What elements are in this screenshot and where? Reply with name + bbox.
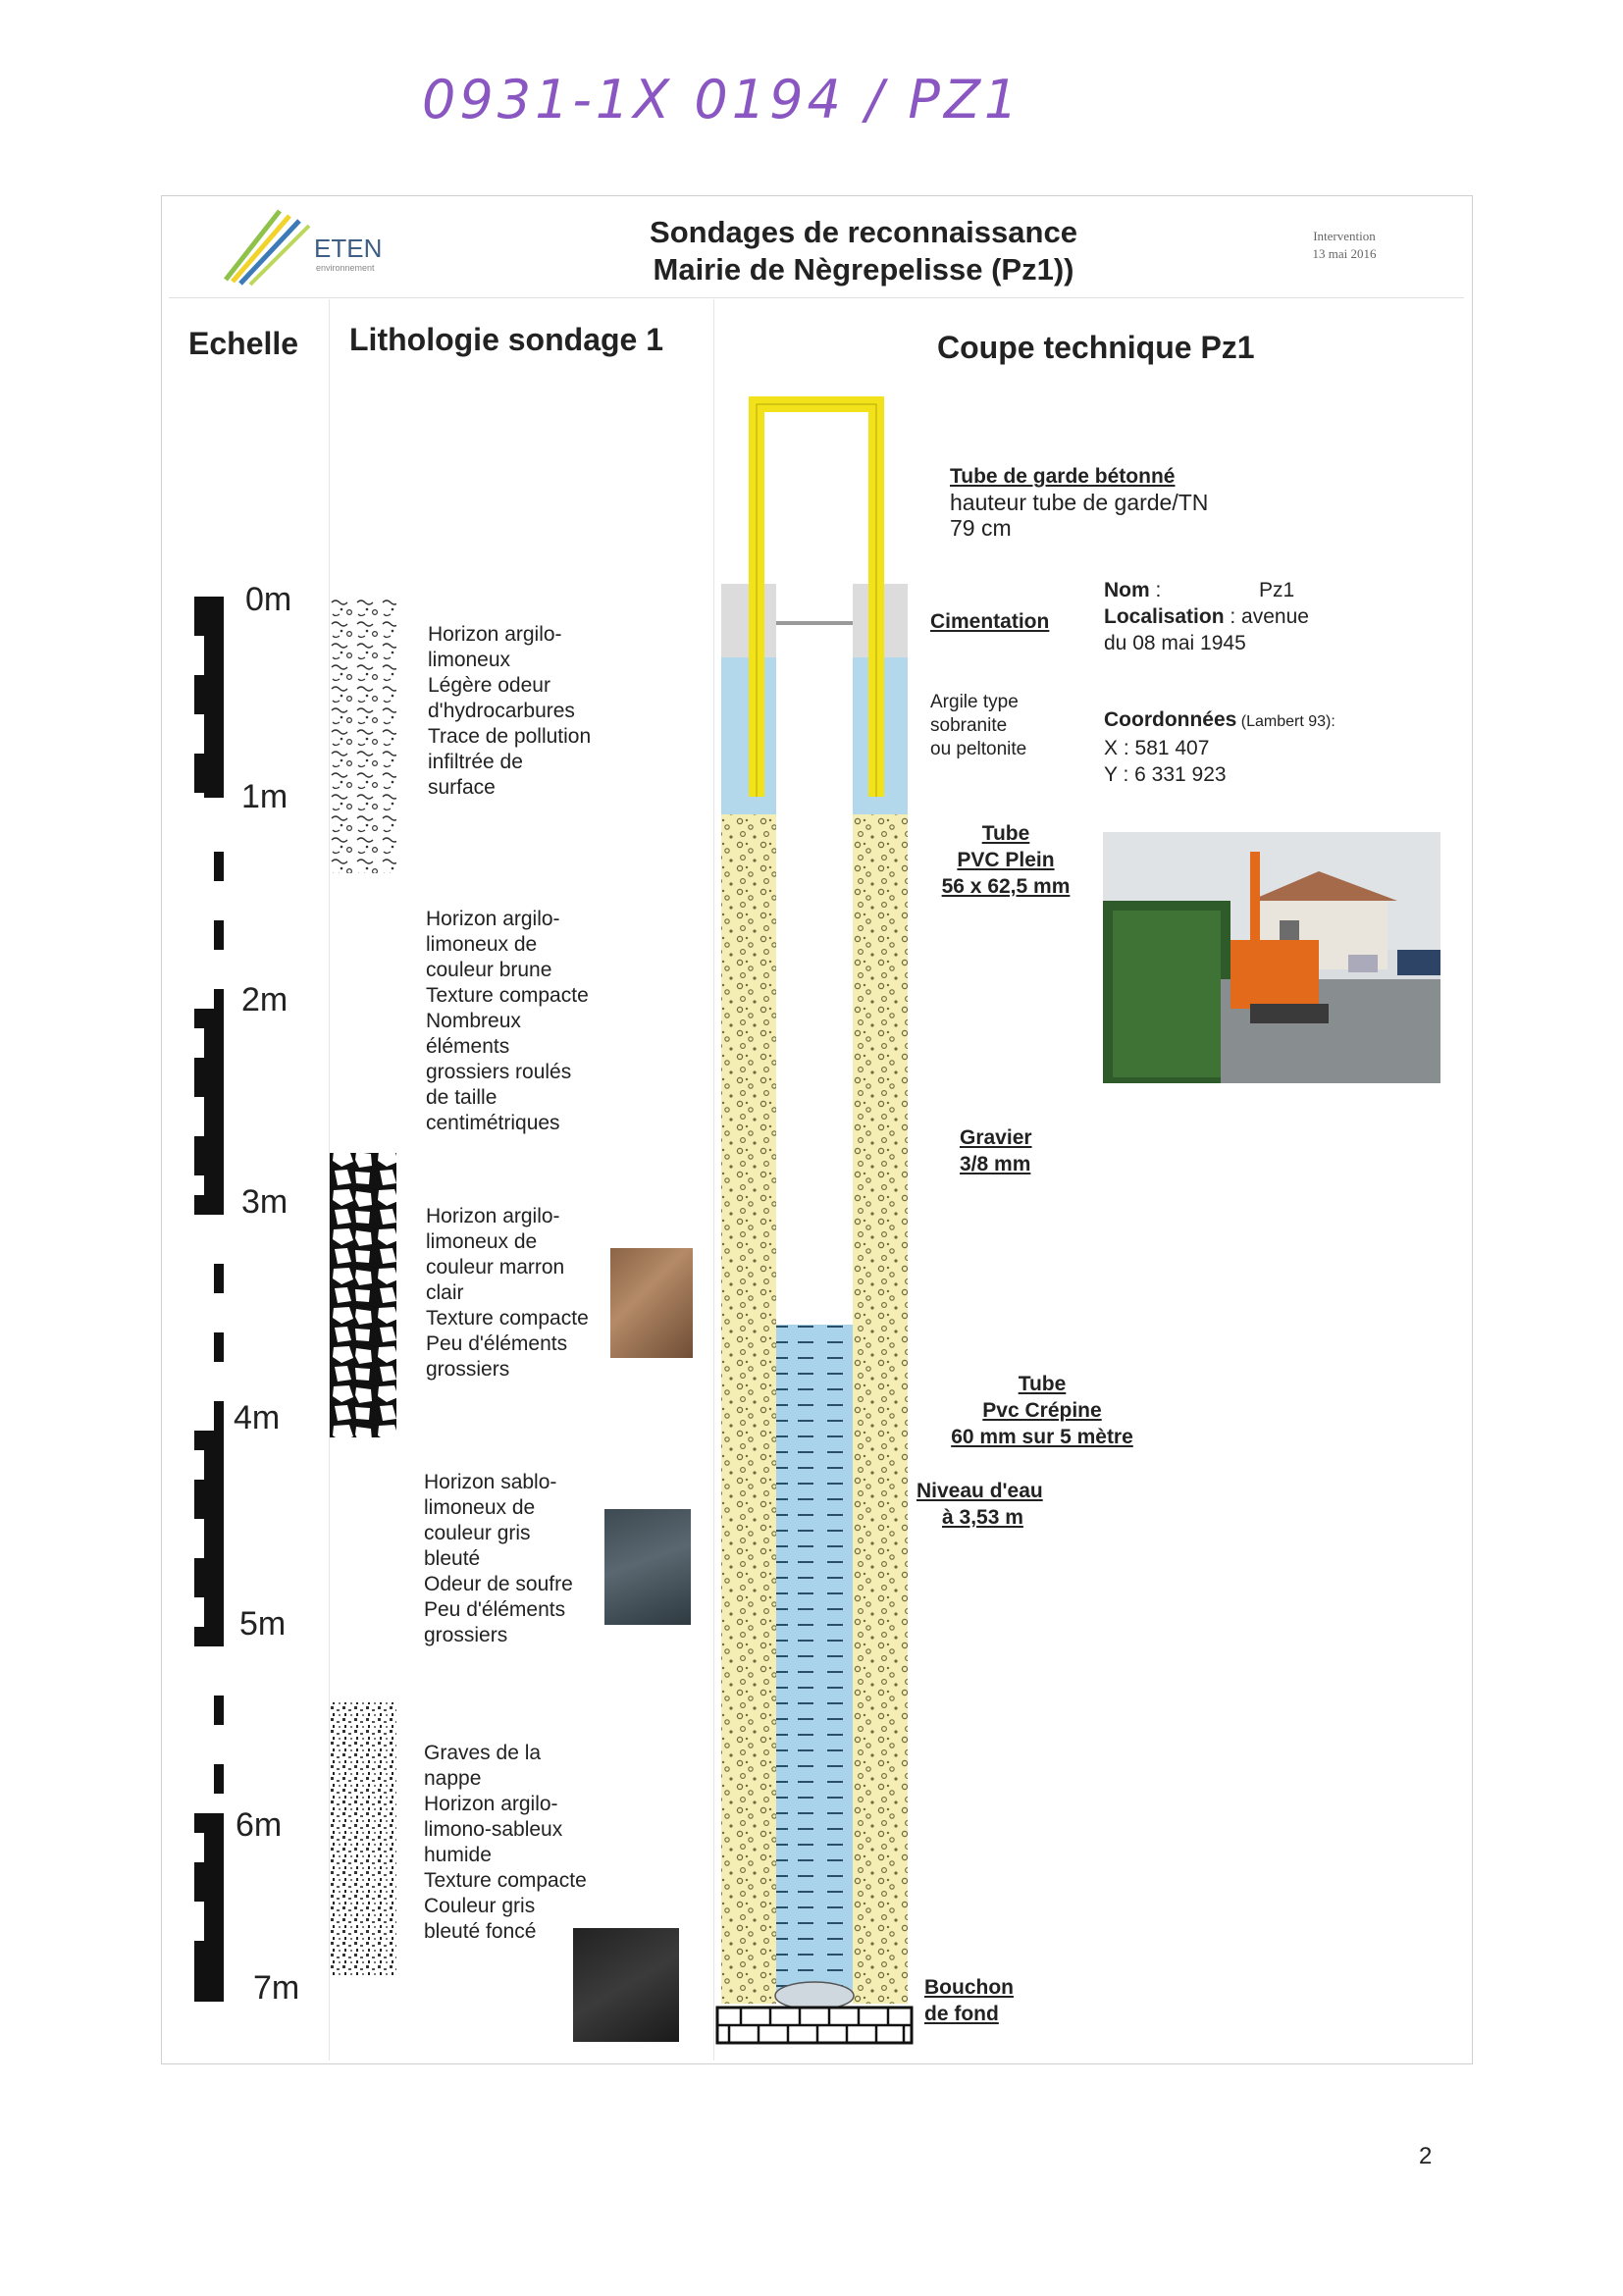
logo-text: ETEN <box>314 234 383 263</box>
label-gravier: Gravier 3/8 mm <box>960 1126 1032 1175</box>
soil-photo-dark <box>573 1928 679 2042</box>
lithology-layer-4: Horizon sablo- limoneux de couleur gris bleuté Odeur de soufre Peu d'éléments grossiers <box>424 1471 573 1646</box>
soil-photo-grey <box>604 1509 691 1625</box>
lithology-column <box>330 599 398 1977</box>
gravel-pack-right <box>853 814 908 2004</box>
bottom-plug <box>775 1982 854 2009</box>
label-tube-plein: Tube PVC Plein 56 x 62,5 mm <box>941 822 1071 898</box>
label-bouchon: Bouchon de fond <box>924 1976 1014 2025</box>
layer-clay-pattern <box>330 599 396 873</box>
scale-label-7m: 7m <box>253 1969 300 2007</box>
col-header-lithologie: Lithologie sondage 1 <box>349 322 664 357</box>
soil-photo-brown <box>610 1248 693 1358</box>
scale-label-0m: 0m <box>245 581 292 618</box>
col-header-coupe: Coupe technique Pz1 <box>937 330 1255 365</box>
site-coordinates: Coordonnées (Lambert 93): X : 581 407 Y : 6 331 923 <box>1104 708 1335 786</box>
scale-label-2m: 2m <box>241 981 288 1018</box>
gravel-pack-left <box>721 814 776 2004</box>
well-section-diagram <box>711 392 927 2051</box>
slotted-screen <box>776 1325 853 1992</box>
layer-stone-pattern <box>330 1153 396 1437</box>
label-tube-garde: Tube de garde bétonné hauteur tube de garde/TN 79 cm <box>950 465 1209 541</box>
label-tube-crepine: Tube Pvc Crépine 60 mm sur 5 mètre <box>951 1373 1133 1448</box>
lithology-layer-1: Horizon argilo- limoneux Légère odeur d'hydrocarbures Trace de pollution infiltrée de surface <box>428 623 592 799</box>
depth-scale-bar <box>194 597 224 2002</box>
intervention-date: Intervention 13 mai 2016 <box>1312 229 1377 261</box>
label-cimentation: Cimentation <box>930 610 1050 633</box>
lithology-layer-3: Horizon argilo- limoneux de couleur marron clair Texture compacte Peu d'éléments grossiers <box>426 1205 589 1381</box>
logo-subtext: environnement <box>316 263 375 273</box>
site-photo <box>1103 832 1440 1083</box>
eten-logo <box>221 201 329 289</box>
lithology-layer-5: Graves de la nappe Horizon argilo- limono-sableux humide Texture compacte Couleur gris bleuté foncé <box>424 1742 587 1943</box>
scale-label-6m: 6m <box>236 1806 283 1844</box>
scale-label-3m: 3m <box>241 1183 288 1221</box>
handwritten-reference: 0931-1X 0194 / PZ1 <box>422 69 1022 130</box>
scale-label-1m: 1m <box>241 778 288 815</box>
scale-label-4m: 4m <box>234 1399 281 1436</box>
site-info: Nom : Pz1 Localisation : avenue du 08 mai 1945 <box>1104 579 1309 654</box>
layer-grave-pattern <box>330 1702 396 1977</box>
report-title: Sondages de reconnaissance Mairie de Nègrepelisse (Pz1)) <box>650 215 1077 287</box>
label-niveau-eau: Niveau d'eau à 3,53 m <box>916 1480 1043 1529</box>
label-argile: Argile type sobranite ou peltonite <box>930 692 1027 759</box>
scale-label-5m: 5m <box>239 1605 287 1643</box>
page-number: 2 <box>1419 2143 1433 2169</box>
lithology-layer-2: Horizon argilo- limoneux de couleur brune Texture compacte Nombreux éléments grossiers roulés de taille centimétriques <box>426 908 589 1134</box>
col-header-echelle: Echelle <box>188 326 299 361</box>
